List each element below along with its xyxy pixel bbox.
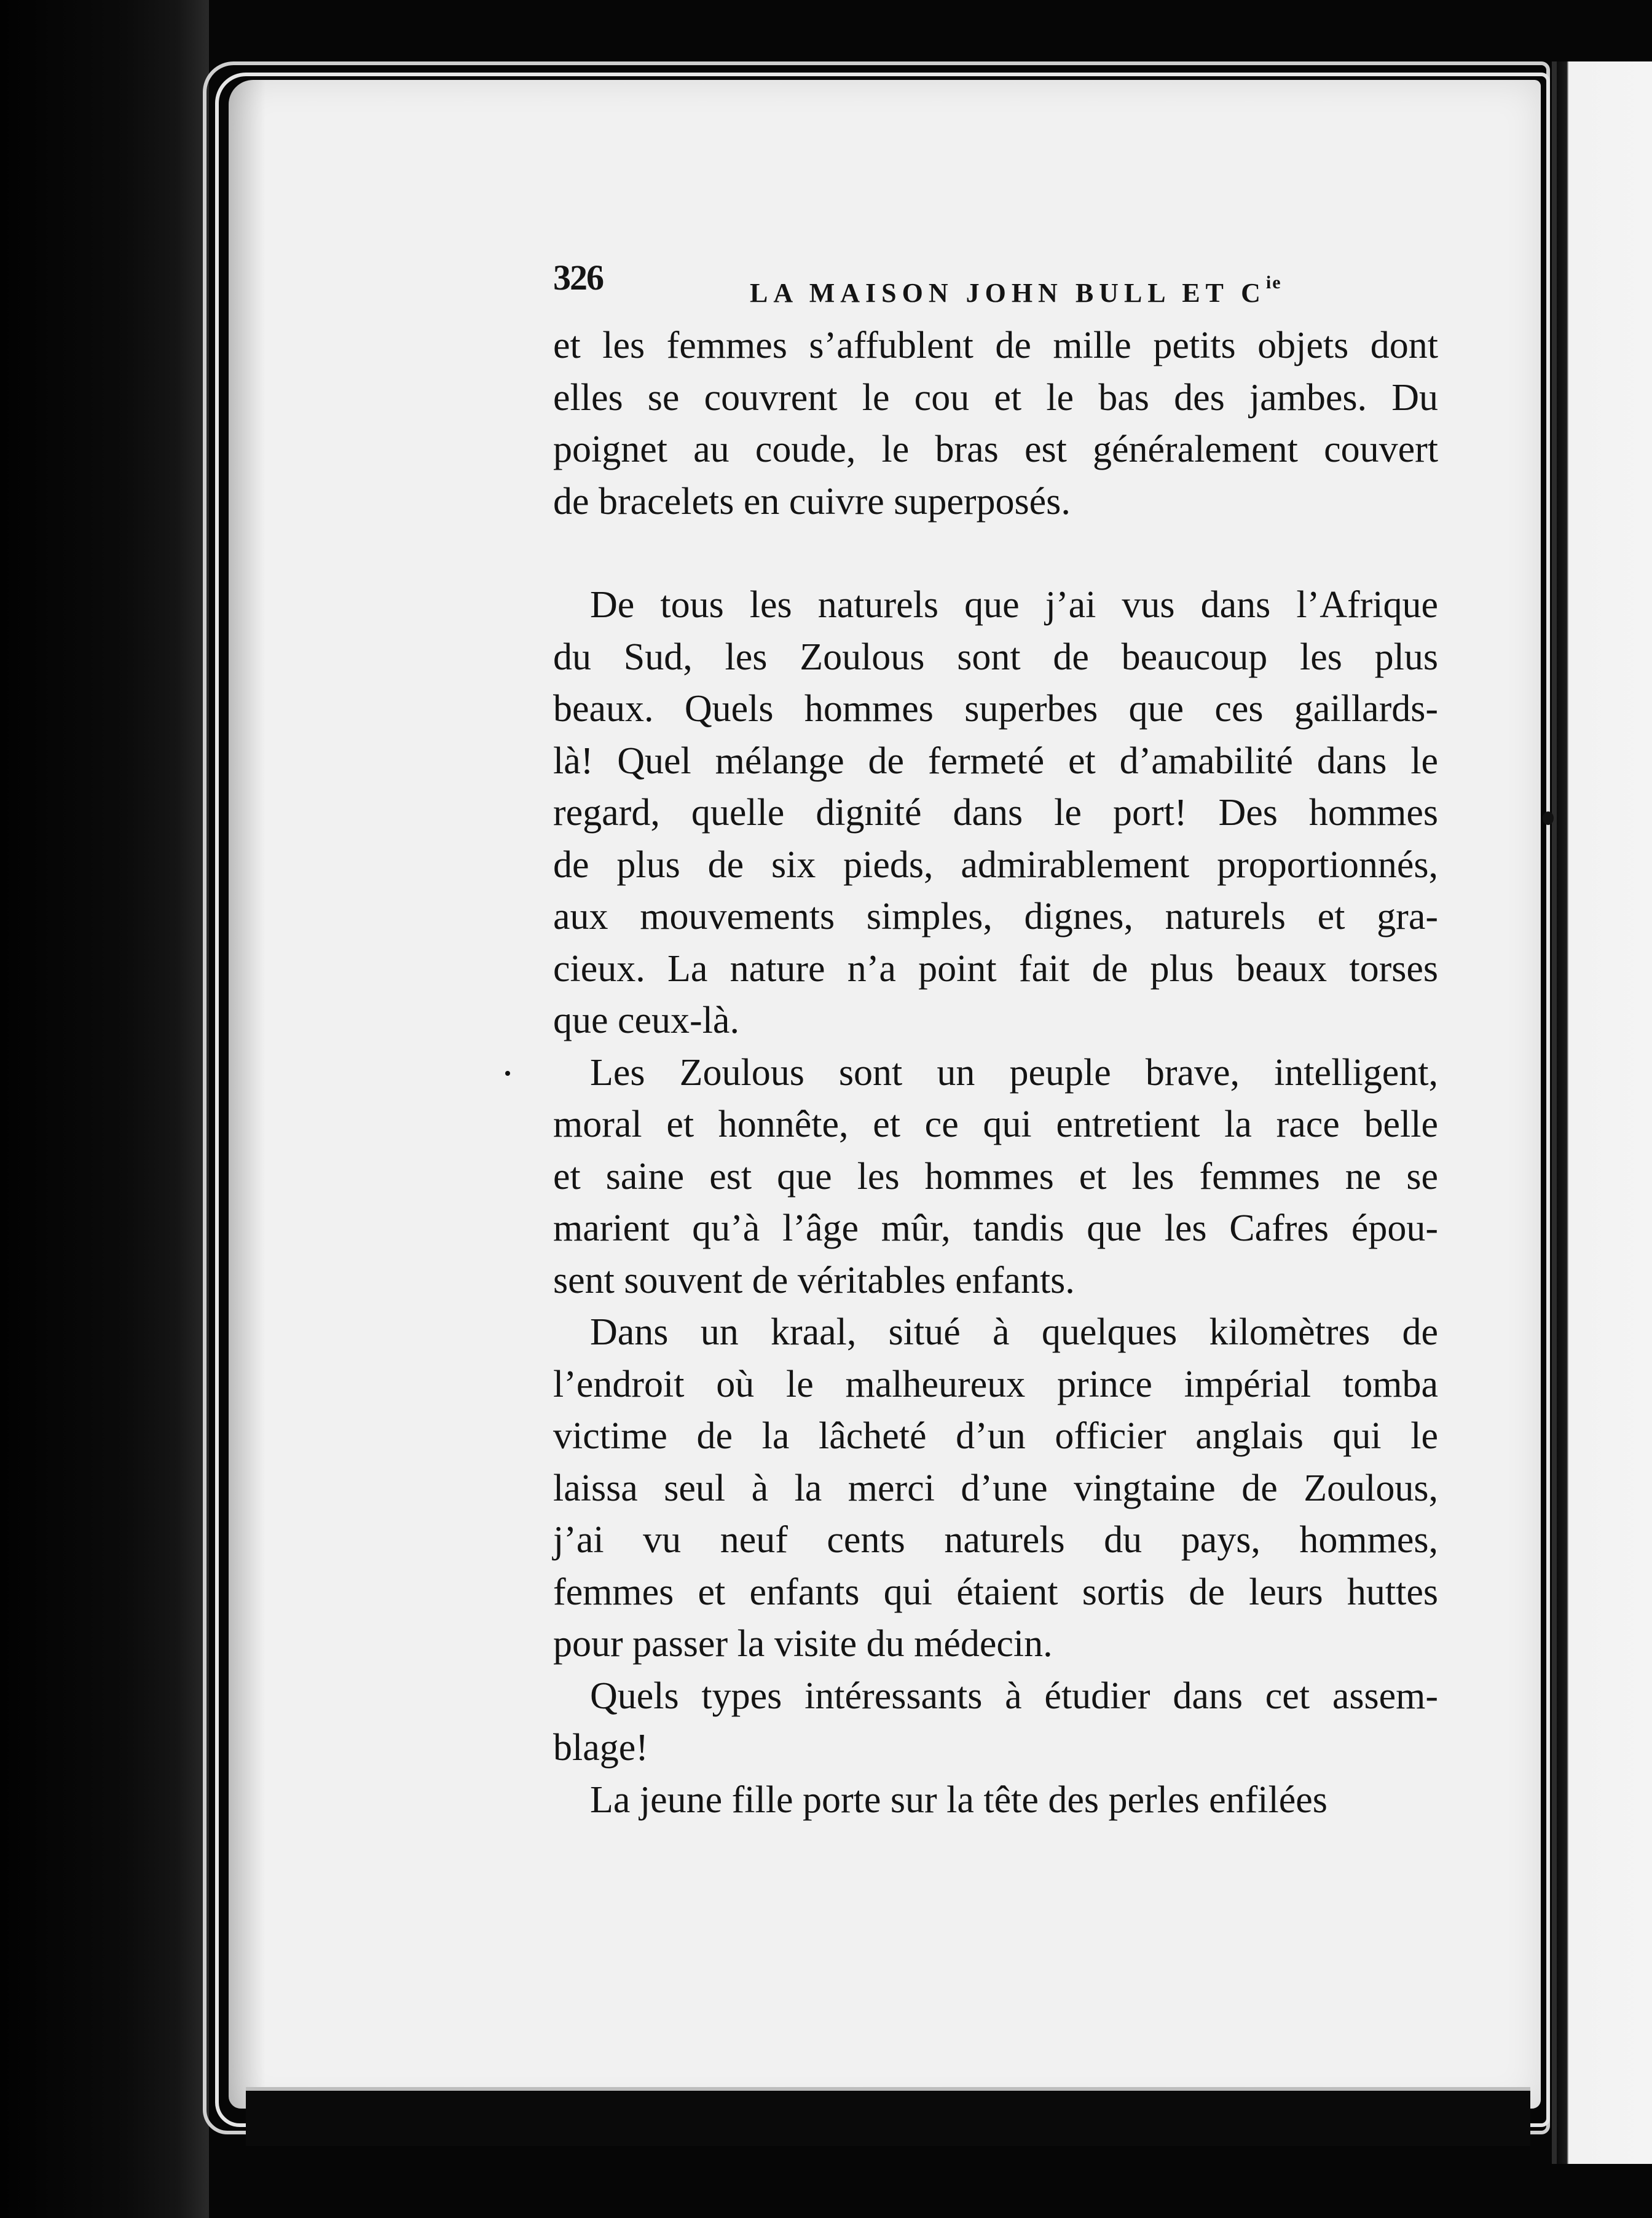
text-line: beaux. Quels hommes superbes que ces gaillards- xyxy=(553,688,1438,730)
page-bottom-edge xyxy=(246,2087,1530,2146)
text-line: femmes et enfants qui étaient sortis de leurs huttes xyxy=(553,1571,1438,1613)
text-line: poignet au coude, le bras est généralement couvert xyxy=(553,428,1438,470)
text-column xyxy=(553,246,1438,1826)
paragraph xyxy=(553,1670,1438,1774)
section-gap xyxy=(553,527,1438,579)
text-line: et les femmes s’affublent de mille petits objets dont xyxy=(553,325,1438,366)
paragraph xyxy=(553,579,1438,1047)
text-line: victime de la lâcheté d’un officier anglais qui le xyxy=(553,1415,1438,1457)
facing-page-edge xyxy=(1552,61,1652,2164)
text-line: pour passer la visite du médecin. xyxy=(553,1623,1053,1665)
text-line: moral et honnête, et ce qui entretient la race belle xyxy=(553,1103,1438,1145)
paragraph xyxy=(553,1774,1438,1826)
page-number: 326 xyxy=(553,258,603,298)
text-line: blage! xyxy=(553,1727,648,1769)
paragraph xyxy=(553,320,1438,527)
text-line: regard, quelle dignité dans le port! Des hommes xyxy=(553,792,1438,834)
text-line: là! Quel mélange de fermeté et d’amabilité dans le xyxy=(553,740,1438,782)
paragraph xyxy=(553,1306,1438,1670)
running-head-superscript: ie xyxy=(1265,272,1282,293)
text-line: cieux. La nature n’a point fait de plus beaux torses xyxy=(553,947,1438,990)
text-line: l’endroit où le malheureux prince impérial tomba xyxy=(553,1363,1438,1405)
text-line: Les Zoulous sont un peuple brave, intelligent, xyxy=(590,1051,1438,1094)
speck xyxy=(505,1071,510,1076)
text-line: et saine est que les hommes et les femmes ne se xyxy=(553,1155,1438,1198)
text-line: j’ai vu neuf cents naturels du pays, hommes, xyxy=(553,1519,1438,1561)
text-line: de bracelets en cuivre superposés. xyxy=(553,480,1071,523)
running-head-text: LA MAISON JOHN BULL ET C xyxy=(750,278,1266,308)
text-line: aux mouvements simples, dignes, naturels et gra- xyxy=(553,896,1438,937)
text-line: de plus de six pieds, admirablement proportionnés, xyxy=(553,843,1438,886)
text-line: La jeune fille porte sur la tête des perles enfilées xyxy=(590,1778,1328,1821)
paragraph xyxy=(553,1047,1438,1307)
text-line: Dans un kraal, situé à quelques kilomètres de xyxy=(590,1311,1438,1353)
text-line: sent souvent de véritables enfants. xyxy=(553,1259,1075,1301)
text-line: laissa seul à la merci d’une vingtaine de Zoulous, xyxy=(553,1467,1438,1509)
page-header xyxy=(553,246,1438,320)
text-line: elles se couvrent le cou et le bas des jambes. Du xyxy=(553,376,1438,419)
text-line: du Sud, les Zoulous sont de beaucoup les plus xyxy=(553,636,1438,678)
text-line: De tous les naturels que j’ai vus dans l’Afrique xyxy=(590,584,1438,626)
running-head xyxy=(750,257,1282,320)
speck xyxy=(1543,811,1554,825)
text-line: marient qu’à l’âge mûr, tandis que les Cafres épou- xyxy=(553,1207,1438,1249)
book-binding xyxy=(0,0,209,2218)
text-line: Quels types intéressants à étudier dans cet assem- xyxy=(590,1675,1438,1717)
text-line: que ceux-là. xyxy=(553,1000,739,1041)
